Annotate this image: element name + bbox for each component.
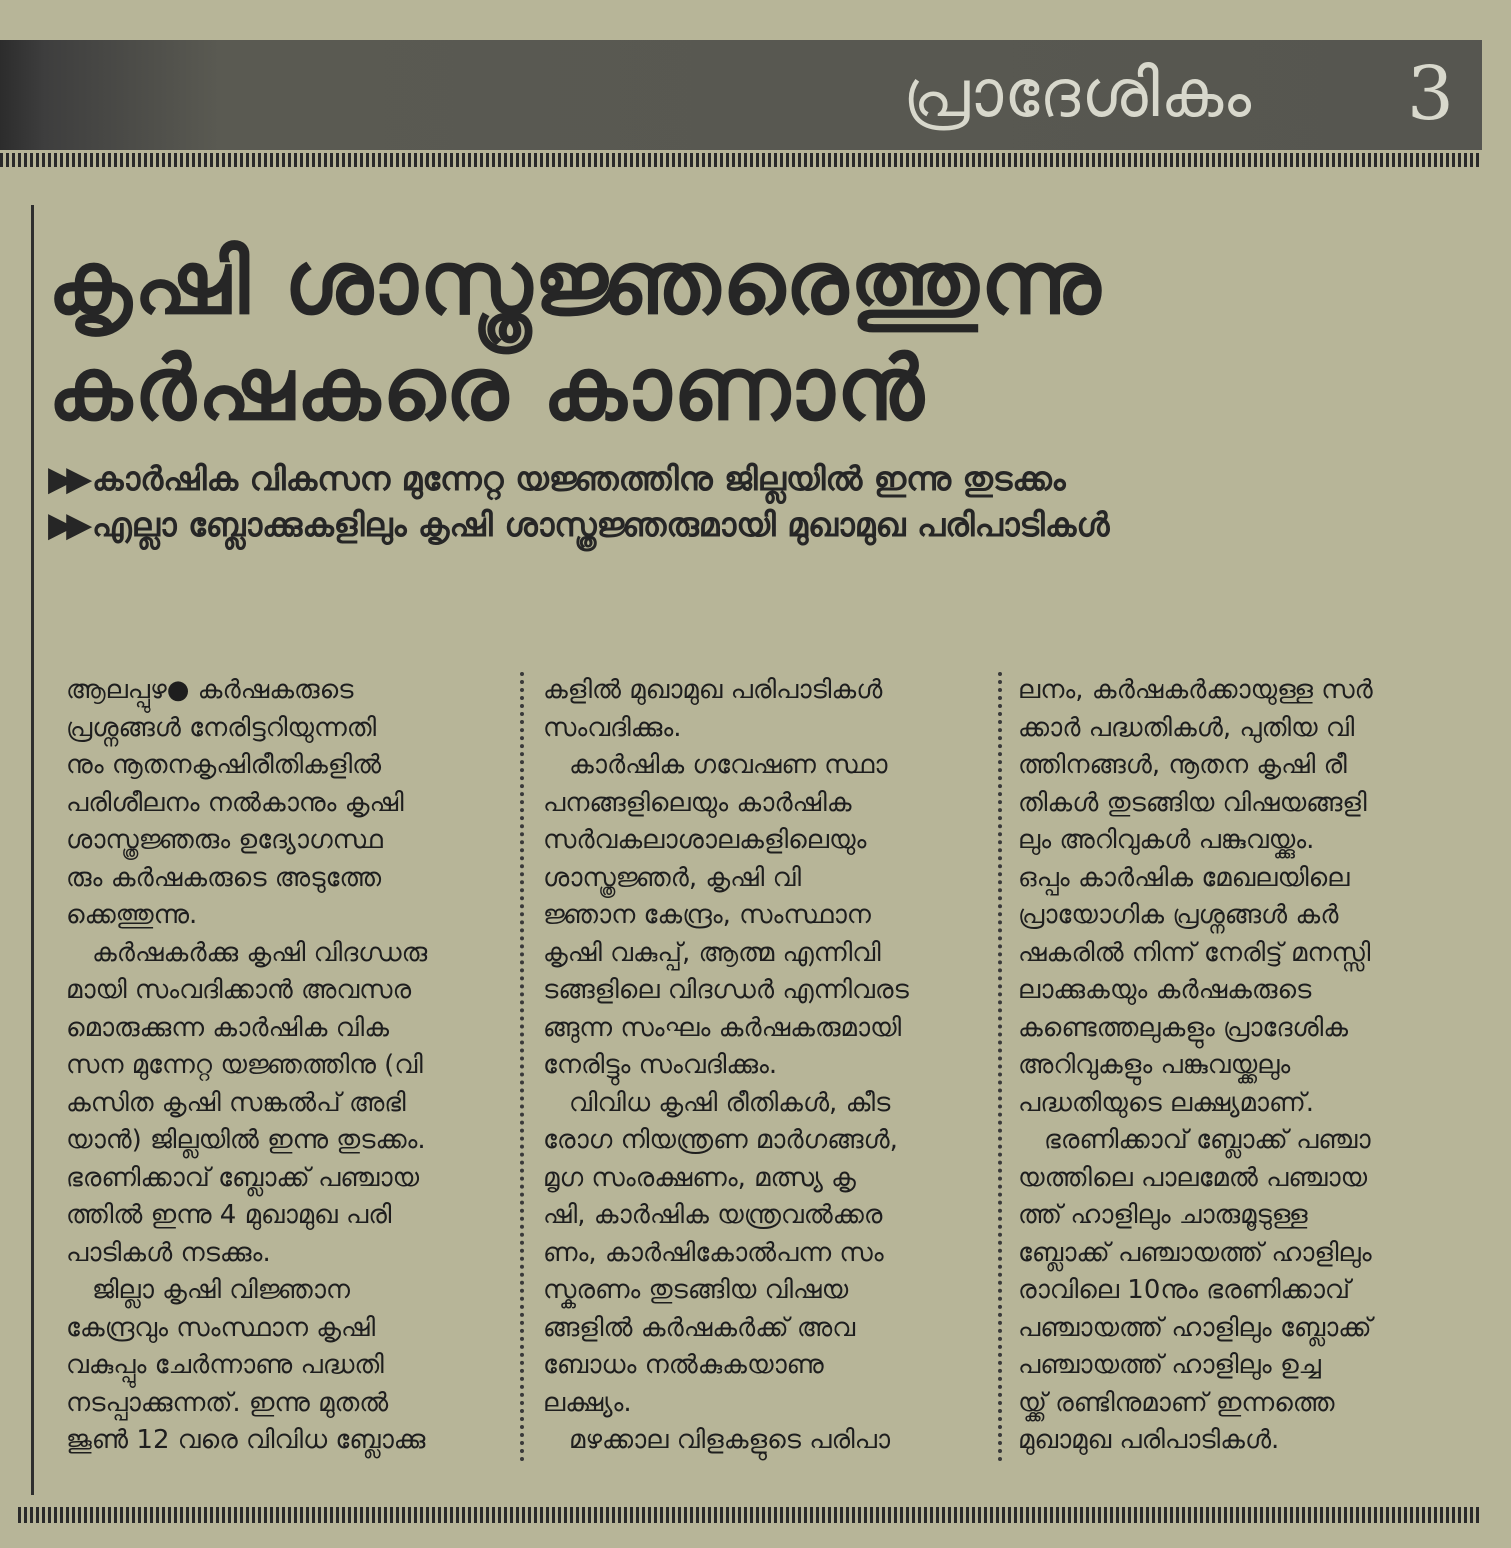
body-text-line: കളിൽ മുഖാമുഖ പരിപാടികൾ	[543, 675, 883, 705]
body-text-line: മായി സംവദിക്കാൻ അവസര	[66, 975, 412, 1005]
body-text-line: പഞ്ചായത്ത് ഹാളിലും ബ്ലോക്ക്	[1018, 1312, 1372, 1343]
body-text-line: വകുപ്പും ചേർന്നാണു പദ്ധതി	[66, 1350, 384, 1380]
body-text-line: മുഖാമുഖ പരിപാടികൾ.	[1018, 1425, 1280, 1455]
page-number: 3	[1406, 51, 1454, 137]
body-text-line: പദ്ധതിയുടെ ലക്ഷ്യമാണ്.	[1018, 1087, 1315, 1118]
body-text-line: തികൾ തുടങ്ങിയ വിഷയങ്ങളി	[1018, 787, 1367, 818]
headline-line-1: കൃഷി ശാസ്ത്രജ്ഞരെത്തുന്നു	[48, 231, 1103, 334]
body-text-line: അറിവുകളും പങ്കുവയ്ക്കലും	[1018, 1050, 1291, 1080]
body-column-2	[543, 672, 983, 1460]
bottom-dotted-rule	[18, 1507, 1482, 1523]
body-text-line: ണം, കാർഷികോൽപന്ന സം	[543, 1237, 884, 1268]
body-text-line: ജില്ലാ കൃഷി വിജ്ഞാന	[92, 1275, 350, 1305]
body-text-line: ഷകരിൽ നിന്ന് നേരിട്ട് മനസ്സി	[1018, 937, 1371, 968]
body-text-line: കസിത കൃഷി സങ്കൽപ് അഭി	[66, 1087, 406, 1118]
body-column-3	[1018, 672, 1458, 1460]
double-arrow-icon: ▶▶	[48, 505, 85, 545]
body-text-line: ത്ത് ഹാളിലും ചാരുമൂടുള്ള	[1018, 1200, 1308, 1230]
body-text-line: ഒപ്പം കാർഷിക മേഖലയിലെ	[1018, 862, 1350, 893]
top-dotted-rule	[0, 153, 1482, 167]
kicker-text: കാർഷിക വികസന മുന്നേറ്റ യജ്ഞത്തിനു ജില്ലയിൽ ഇന്നു തുടക്കം	[92, 459, 1066, 498]
body-text-line: നടപ്പാക്കുന്നത്. ഇന്നു മുതൽ	[66, 1387, 389, 1418]
body-text-line: സ്കരണം തുടങ്ങിയ വിഷയ	[543, 1275, 849, 1305]
kicker-item	[48, 456, 1478, 502]
body-text-line: ലും അറിവുകൾ പങ്കുവയ്ക്കും.	[1018, 825, 1315, 855]
left-vertical-rule	[31, 205, 34, 1495]
body-text-line: വിവിധ കൃഷി രീതികൾ, കീട	[569, 1087, 891, 1118]
body-text-line: മൃഗ സംരക്ഷണം, മത്സ്യ കൃ	[543, 1162, 856, 1193]
body-text-line: ബോധം നൽകുകയാണു	[543, 1350, 824, 1380]
body-text-line: കർഷകർക്കു കൃഷി വിദഗ്ധരു	[92, 937, 428, 968]
body-text-line: ആലപ്പുഴ● കർഷകരുടെ	[66, 675, 354, 705]
body-text-line: നും നൂതനകൃഷിരീതികളിൽ	[66, 750, 382, 780]
body-text-line: യ്ക്ക് രണ്ടിനുമാണ് ഇന്നത്തെ	[1018, 1387, 1335, 1418]
body-text-line: ജൂൺ 12 വരെ വിവിധ ബ്ലോക്കു	[66, 1425, 426, 1455]
kicker-list	[48, 456, 1478, 548]
body-text-line: ശാസ്ത്രജ്ഞർ, കൃഷി വി	[543, 862, 802, 893]
body-text-line: രാവിലെ 10നും ഭരണിക്കാവ്	[1018, 1275, 1351, 1305]
body-text-line: ശാസ്ത്രജ്ഞരും ഉദ്യോഗസ്ഥ	[66, 825, 383, 855]
body-text-line: ഷി, കാർഷിക യന്ത്രവൽക്കര	[543, 1200, 883, 1230]
body-text-line: ഭരണിക്കാവ് ബ്ലോക്ക് പഞ്ചാ	[1044, 1125, 1371, 1155]
body-text-line: ബ്ലോക്ക് പഞ്ചായത്ത് ഹാളിലും	[1018, 1237, 1372, 1268]
column-divider	[520, 672, 524, 1462]
kicker-text: എല്ലാ ബ്ലോക്കുകളിലും കൃഷി ശാസ്ത്രജ്ഞരുമായി മുഖാമുഖ പരിപാടികൾ	[92, 505, 1110, 544]
body-text-line: ക്കാർ പദ്ധതികൾ, പുതിയ വി	[1018, 712, 1355, 743]
section-header-band	[0, 40, 1482, 150]
body-text-line: മഴക്കാല വിളകളുടെ പരിപാ	[569, 1425, 891, 1455]
body-text-line: പാടികൾ നടക്കും.	[66, 1237, 271, 1268]
body-text-line: കേന്ദ്രവും സംസ്ഥാന കൃഷി	[66, 1312, 376, 1343]
double-arrow-icon: ▶▶	[48, 459, 85, 499]
body-text-line: കൃഷി വകുപ്പ്, ആത്മ എന്നിവി	[543, 937, 881, 968]
body-text-line: ജ്ഞാന കേന്ദ്രം, സംസ്ഥാന	[543, 900, 871, 930]
headline	[48, 230, 1478, 442]
column-divider	[998, 672, 1002, 1462]
body-text-line: നേരിട്ടും സംവദിക്കും.	[543, 1050, 778, 1080]
body-text-line: യാൻ) ജില്ലയിൽ ഇന്നു തുടക്കം.	[66, 1125, 426, 1155]
body-text-line: ങ്ങളിൽ കർഷകർക്ക് അവ	[543, 1312, 856, 1343]
kicker-item	[48, 502, 1478, 548]
body-text-line: ലക്ഷ്യം.	[543, 1387, 632, 1418]
body-text-line: പഞ്ചായത്ത് ഹാളിലും ഉച്ച	[1018, 1350, 1321, 1380]
body-text-line: പരിശീലനം നൽകാനും കൃഷി	[66, 787, 404, 818]
body-text-line: ലനം, കർഷകർക്കായുള്ള സർ	[1018, 675, 1373, 705]
body-text-line: ക്കെത്തുന്നു.	[66, 900, 198, 930]
body-text-line: പനങ്ങളിലെയും കാർഷിക	[543, 787, 852, 818]
article-body	[48, 672, 1448, 1492]
body-text-line: യത്തിലെ പാലമേൽ പഞ്ചായ	[1018, 1162, 1368, 1193]
body-text-line: സന മുന്നേറ്റ യജ്ഞത്തിനു (വി	[66, 1050, 423, 1080]
body-text-line: സംവദിക്കും.	[543, 712, 682, 743]
body-text-line: കാർഷിക ഗവേഷണ സ്ഥാ	[569, 750, 888, 780]
body-text-line: പ്രായോഗിക പ്രശ്നങ്ങൾ കർ	[1018, 900, 1339, 930]
body-text-line: ത്തിനങ്ങൾ, നൂതന കൃഷി രീ	[1018, 750, 1347, 780]
body-text-line: ങ്ങുന്ന സംഘം കർഷകരുമായി	[543, 1012, 902, 1043]
body-text-line: സർവകലാശാലകളിലെയും	[543, 825, 867, 855]
body-column-1	[66, 672, 506, 1460]
body-text-line: ടങ്ങളിലെ വിദഗ്ധർ എന്നിവരട	[543, 975, 909, 1005]
body-text-line: കണ്ടെത്തലുകളും പ്രാദേശിക	[1018, 1012, 1349, 1043]
body-text-line: പ്രശ്നങ്ങൾ നേരിട്ടറിയുന്നതി	[66, 712, 377, 743]
article-top	[48, 230, 1478, 548]
section-name: പ്രാദേശികം	[903, 55, 1252, 132]
body-text-line: രോഗ നിയന്ത്രണ മാർഗങ്ങൾ,	[543, 1125, 898, 1155]
body-text-line: രും കർഷകരുടെ അടുത്തേ	[66, 862, 382, 893]
body-text-line: മൊരുക്കുന്ന കാർഷിക വിക	[66, 1012, 389, 1043]
body-text-line: ഭരണിക്കാവ് ബ്ലോക്ക് പഞ്ചായ	[66, 1162, 420, 1193]
headline-line-2: കർഷകരെ കാണാൻ	[48, 337, 926, 440]
body-text-line: ലാക്കുകയും കർഷകരുടെ	[1018, 975, 1312, 1005]
body-text-line: ത്തിൽ ഇന്നു 4 മുഖാമുഖ പരി	[66, 1200, 392, 1230]
